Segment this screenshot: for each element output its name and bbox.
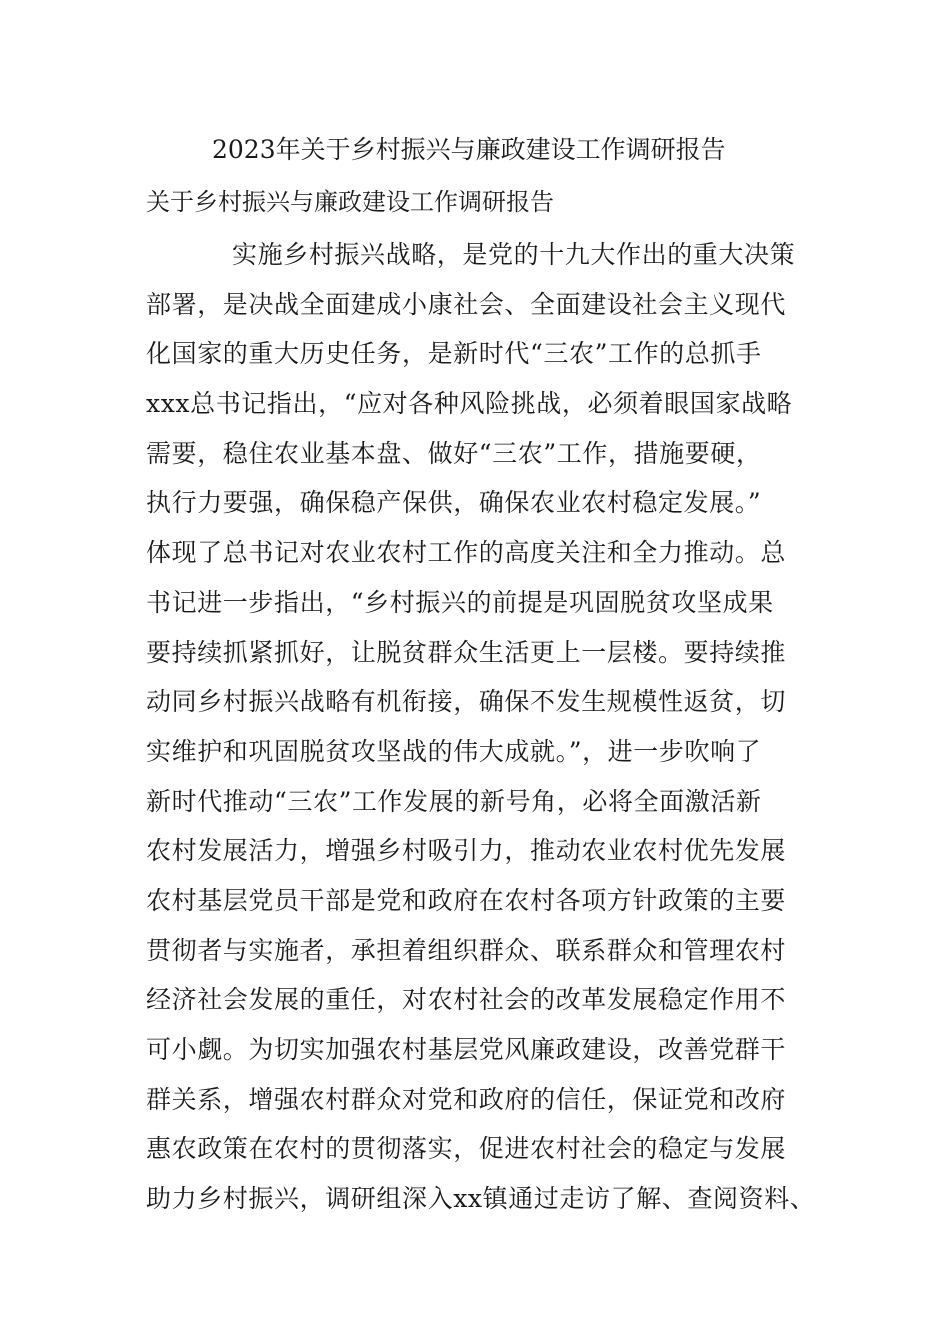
text-line: 体现了总书记对农业农村工作的高度关注和全力推动。总 bbox=[146, 538, 787, 568]
text-line: 农村基层党员干部是党和政府在农村各项方针政策的主要 bbox=[146, 885, 787, 915]
text-line: 需要，稳住农业基本盘、做好“三农”工作，措施要硬， bbox=[146, 438, 762, 468]
text-line: 贯彻者与实施者，承担着组织群众、联系群众和管理农村 bbox=[146, 935, 787, 965]
text-line: 化国家的重大历史任务，是新时代“三农”工作的总抓手 bbox=[146, 339, 762, 369]
text-line: 新时代推动“三农”工作发展的新号角，必将全面激活新 bbox=[146, 786, 762, 816]
text-line: 动同乡村振兴战略有机衔接，确保不发生规模性返贫，切 bbox=[146, 687, 787, 717]
text-line: 部署，是决战全面建成小康社会、全面建设社会主义现代 bbox=[146, 289, 787, 319]
text-line: 实维护和巩固脱贫攻坚战的伟大成就。”，进一步吹响了 bbox=[146, 736, 762, 766]
text-line: 实施乡村振兴战略，是党的十九大作出的重大决策 bbox=[232, 240, 796, 269]
text-line: 执行力要强，确保稳产保供，确保农业农村稳定发展。” bbox=[146, 488, 762, 518]
text-line: xxx总书记指出，“应对各种风险挑战，必须着眼国家战略 bbox=[146, 389, 793, 419]
text-line: 群关系，增强农村群众对党和政府的信任，保证党和改府 bbox=[146, 1084, 787, 1114]
text-line: 经济社会发展的重任，对农村社会的改革发展稳定作用不 bbox=[146, 985, 787, 1015]
text-line: 惠农政策在农村的贯彻落实，促进农村社会的稳定与发展 bbox=[146, 1134, 787, 1164]
text-line: 农村发展活力，增强乡村吸引力，推动农业农村优先发展 bbox=[146, 836, 787, 866]
text-line: 要持续抓紧抓好，让脱贫群众生活更上一层楼。要持续推 bbox=[146, 637, 787, 667]
text-line: 助力乡村振兴，调研组深入xx镇通过走访了解、查阅资料、 bbox=[146, 1184, 816, 1214]
text-line: 书记进一步指出，“乡村振兴的前提是巩固脱贫攻坚成果 bbox=[146, 587, 774, 617]
text-line: 可小觑。为切实加强农村基层党风廉政建设，改善党群干 bbox=[146, 1035, 787, 1064]
document-subtitle: 关于乡村振兴与廉政建设工作调研报告 bbox=[146, 188, 554, 216]
body-text bbox=[146, 230, 836, 1224]
document-title: 2023年关于乡村振兴与廉政建设工作调研报告 bbox=[212, 135, 726, 164]
